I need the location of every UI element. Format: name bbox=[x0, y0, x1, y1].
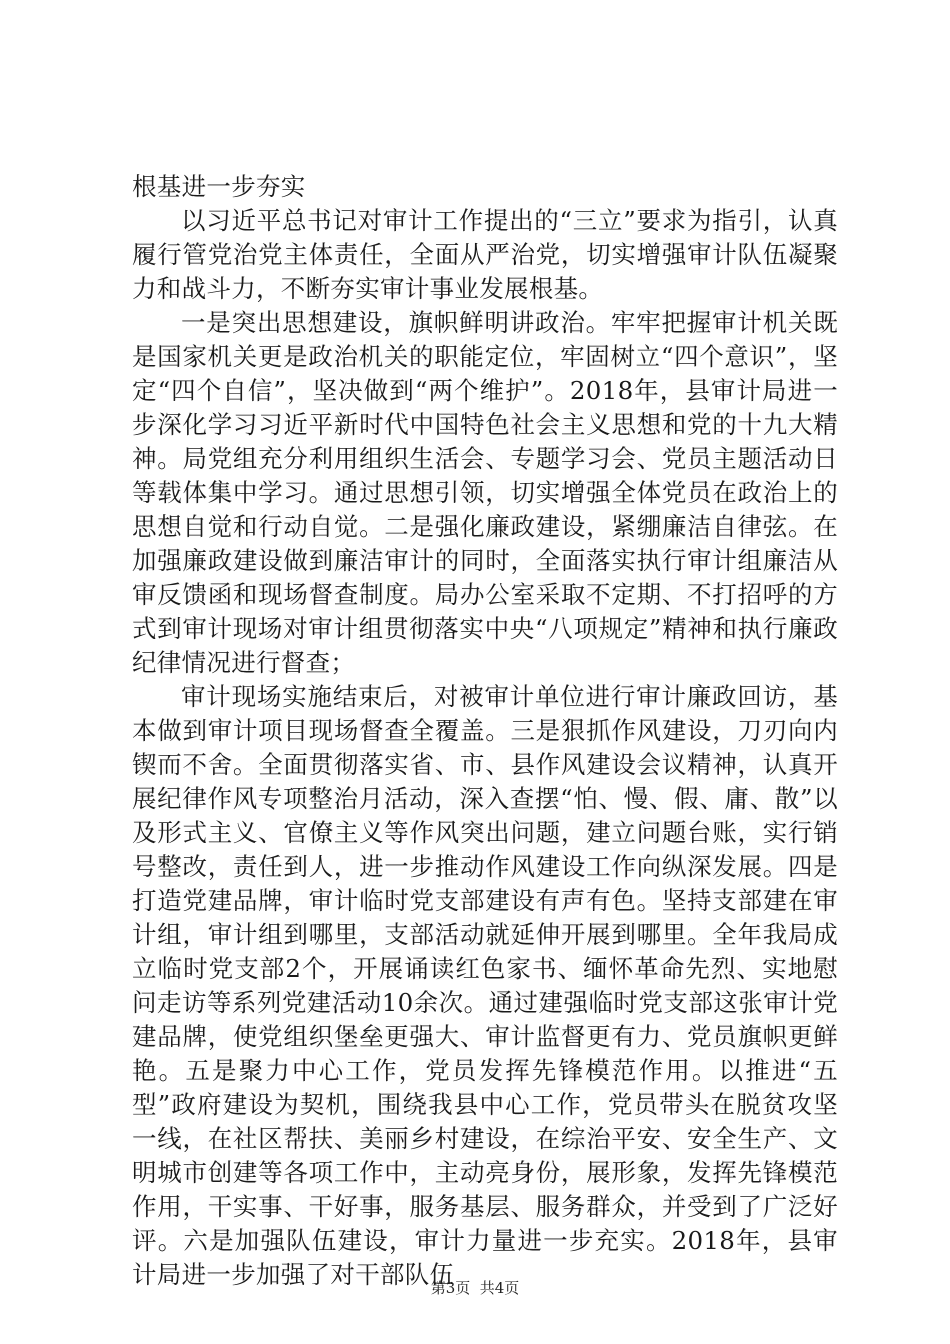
paragraph-point-three-to-six: 审计现场实施结束后，对被审计单位进行审计廉政回访，基本做到审计项目现场督查全覆盖。三是狠抓作风建设，刀刃向内锲而不舍。全面贯彻落实省、市、县作风建设会议精神，认真开展纪律作风专项整治月活动，深入查摆“怕、慢、假、庸、散”以及形式主义、官僚主义等作风突出问题，建立问题台账，实行销号整改，责任到人，进一步推动作风建设工作向纵深发展。四是打造党建品牌，审计临时党支部建设有声有色。坚持支部建在审计组，审计组到哪里，支部活动就延伸开展到哪里。全年我局成立临时党支部2个，开展诵读红色家书、缅怀革命先烈、实地慰问走访等系列党建活动10余次。通过建强临时党支部这张审计党建品牌，使党组织堡垒更强大、审计监督更有力、党员旗帜更鲜艳。五是聚力中心工作，党员发挥先锋模范作用。以推进“五型”政府建设为契机，围绕我县中心工作，党员带头在脱贫攻坚一线，在社区帮扶、美丽乡村建设，在综治平安、安全生产、文明城市创建等各项工作中，主动亮身份，展形象，发挥先锋模范作用，干实事、干好事，服务基层、服务群众，并受到了广泛好评。六是加强队伍建设，审计力量进一步充实。2018年，县审计局进一步加强了对干部队伍 bbox=[132, 682, 839, 1289]
paragraph-intro: 以习近平总书记对审计工作提出的“三立”要求为指引，认真履行管党治党主体责任，全面从严治党，切实增强审计队伍凝聚力和战斗力，不断夯实审计事业发展根基。 bbox=[132, 206, 838, 303]
document-body bbox=[132, 170, 838, 1292]
page-footer bbox=[0, 1278, 950, 1298]
paragraph-point-one-two: 一是突出思想建设，旗帜鲜明讲政治。牢牢把握审计机关既是国家机关更是政治机关的职能定位，牢固树立“四个意识”，坚定“四个自信”，坚决做到“两个维护”。2018年，县审计局进一步深化学习习近平新时代中国特色社会主义思想和党的十九大精神。局党组充分利用组织生活会、专题学习会、党员主题活动日等载体集中学习。通过思想引领，切实增强全体党员在政治上的思想自觉和行动自觉。二是强化廉政建设，紧绷廉洁自律弦。在加强廉政建设做到廉洁审计的同时，全面落实执行审计组廉洁从审反馈函和现场督查制度。局办公室采取不定期、不打招呼的方式到审计现场对审计组贯彻落实中央“八项规定”精神和执行廉政纪律情况进行督查； bbox=[132, 308, 838, 677]
page-number-label: 第3页 共4页 bbox=[430, 1279, 520, 1297]
paragraph-continued: 根基进一步夯实 bbox=[132, 172, 306, 201]
